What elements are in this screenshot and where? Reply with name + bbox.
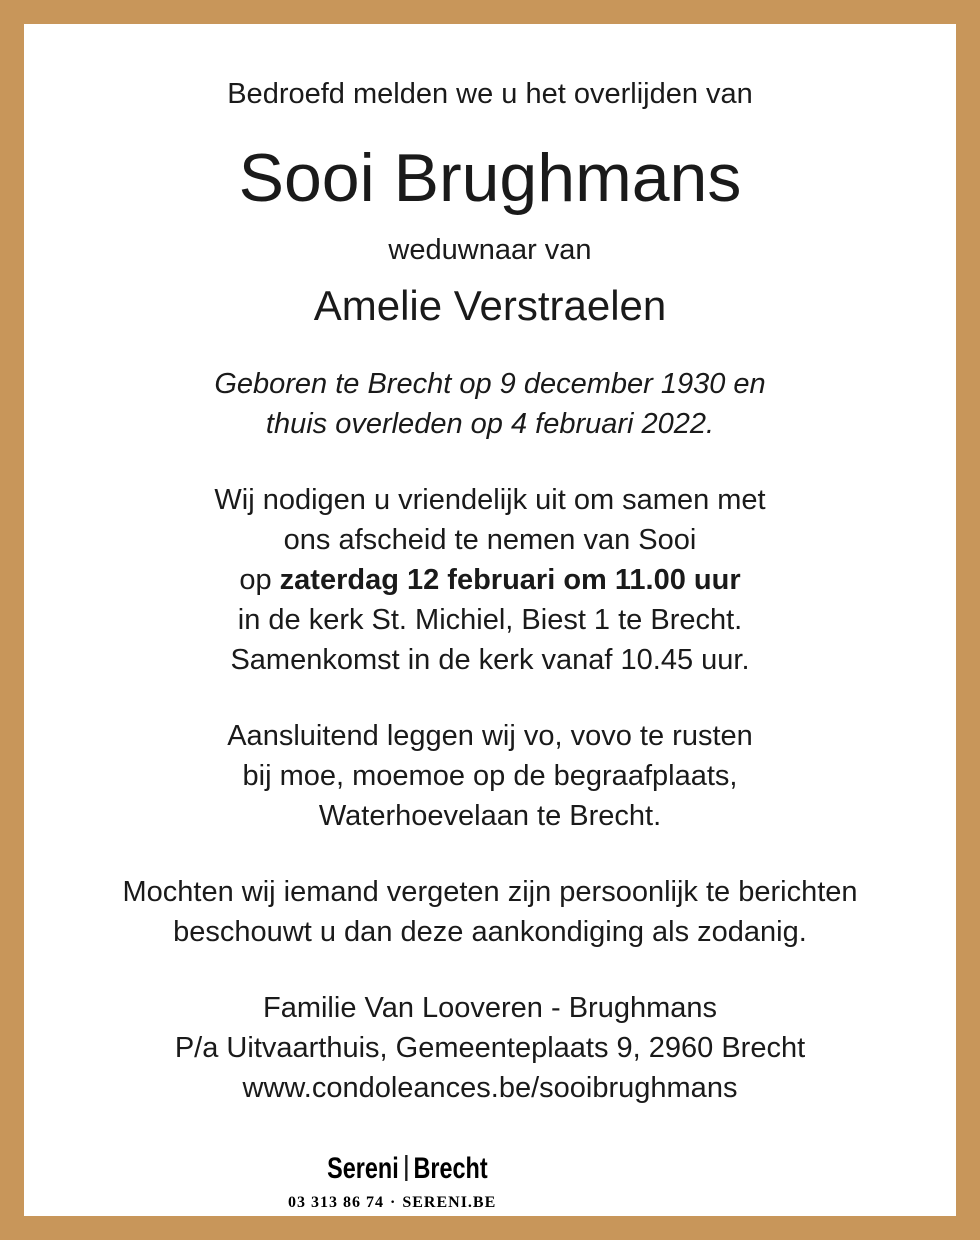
relation-text: weduwnaar van bbox=[388, 234, 592, 266]
notice-content bbox=[24, 24, 956, 1108]
brand-divider bbox=[405, 1155, 407, 1181]
intro-text: Bedroefd melden we u het overlijden van bbox=[227, 78, 753, 110]
invitation-paragraph bbox=[34, 480, 946, 680]
death-line: thuis overleden op 4 februari 2022. bbox=[265, 408, 715, 440]
brand-name-right: Brecht bbox=[413, 1152, 488, 1185]
website-link: SERENI.BE bbox=[402, 1194, 497, 1211]
condolence-url: www.condoleances.be/sooibrughmans bbox=[242, 1072, 738, 1104]
signature-paragraph bbox=[34, 988, 946, 1108]
invitation-line-5: Samenkomst in de kerk vanaf 10.45 uur. bbox=[230, 644, 750, 676]
invitation-line-3-prefix: op bbox=[239, 564, 280, 596]
apology-line-1: Mochten wij iemand vergeten zijn persoonlijk te berichten bbox=[122, 876, 858, 908]
deceased-name: Sooi Brughmans bbox=[238, 140, 742, 216]
burial-line-1: Aansluitend leggen wij vo, vovo te rusten bbox=[227, 720, 753, 752]
burial-line-2: bij moe, moemoe op de begraafplaats, bbox=[242, 760, 738, 792]
contact-separator: · bbox=[390, 1194, 397, 1211]
ceremony-datetime: zaterdag 12 februari om 11.00 uur bbox=[279, 564, 741, 596]
brand-logo bbox=[327, 1152, 605, 1186]
contact-bar bbox=[288, 1190, 644, 1216]
spouse-name: Amelie Verstraelen bbox=[313, 282, 667, 329]
funeral-home-address: P/a Uitvaarthuis, Gemeenteplaats 9, 2960 Brecht bbox=[174, 1032, 806, 1064]
invitation-line-4: in de kerk St. Michiel, Biest 1 te Brecht. bbox=[237, 604, 743, 636]
birth-line: Geboren te Brecht op 9 december 1930 en bbox=[214, 368, 766, 400]
burial-paragraph bbox=[34, 716, 946, 836]
invitation-line-1: Wij nodigen u vriendelijk uit om samen met bbox=[214, 484, 766, 516]
brand-name-left: Sereni bbox=[327, 1152, 399, 1185]
footer-brand-box bbox=[288, 1152, 644, 1216]
phone-number: 03 313 86 74 bbox=[288, 1194, 384, 1211]
invitation-line-3 bbox=[34, 560, 946, 600]
family-name: Familie Van Looveren - Brughmans bbox=[262, 992, 718, 1024]
birth-death-text bbox=[34, 364, 946, 444]
apology-paragraph bbox=[34, 872, 946, 952]
burial-line-3: Waterhoevelaan te Brecht. bbox=[318, 800, 662, 832]
invitation-line-2: ons afscheid te nemen van Sooi bbox=[283, 524, 697, 556]
apology-line-2: beschouwt u dan deze aankondiging als zodanig. bbox=[173, 916, 807, 948]
